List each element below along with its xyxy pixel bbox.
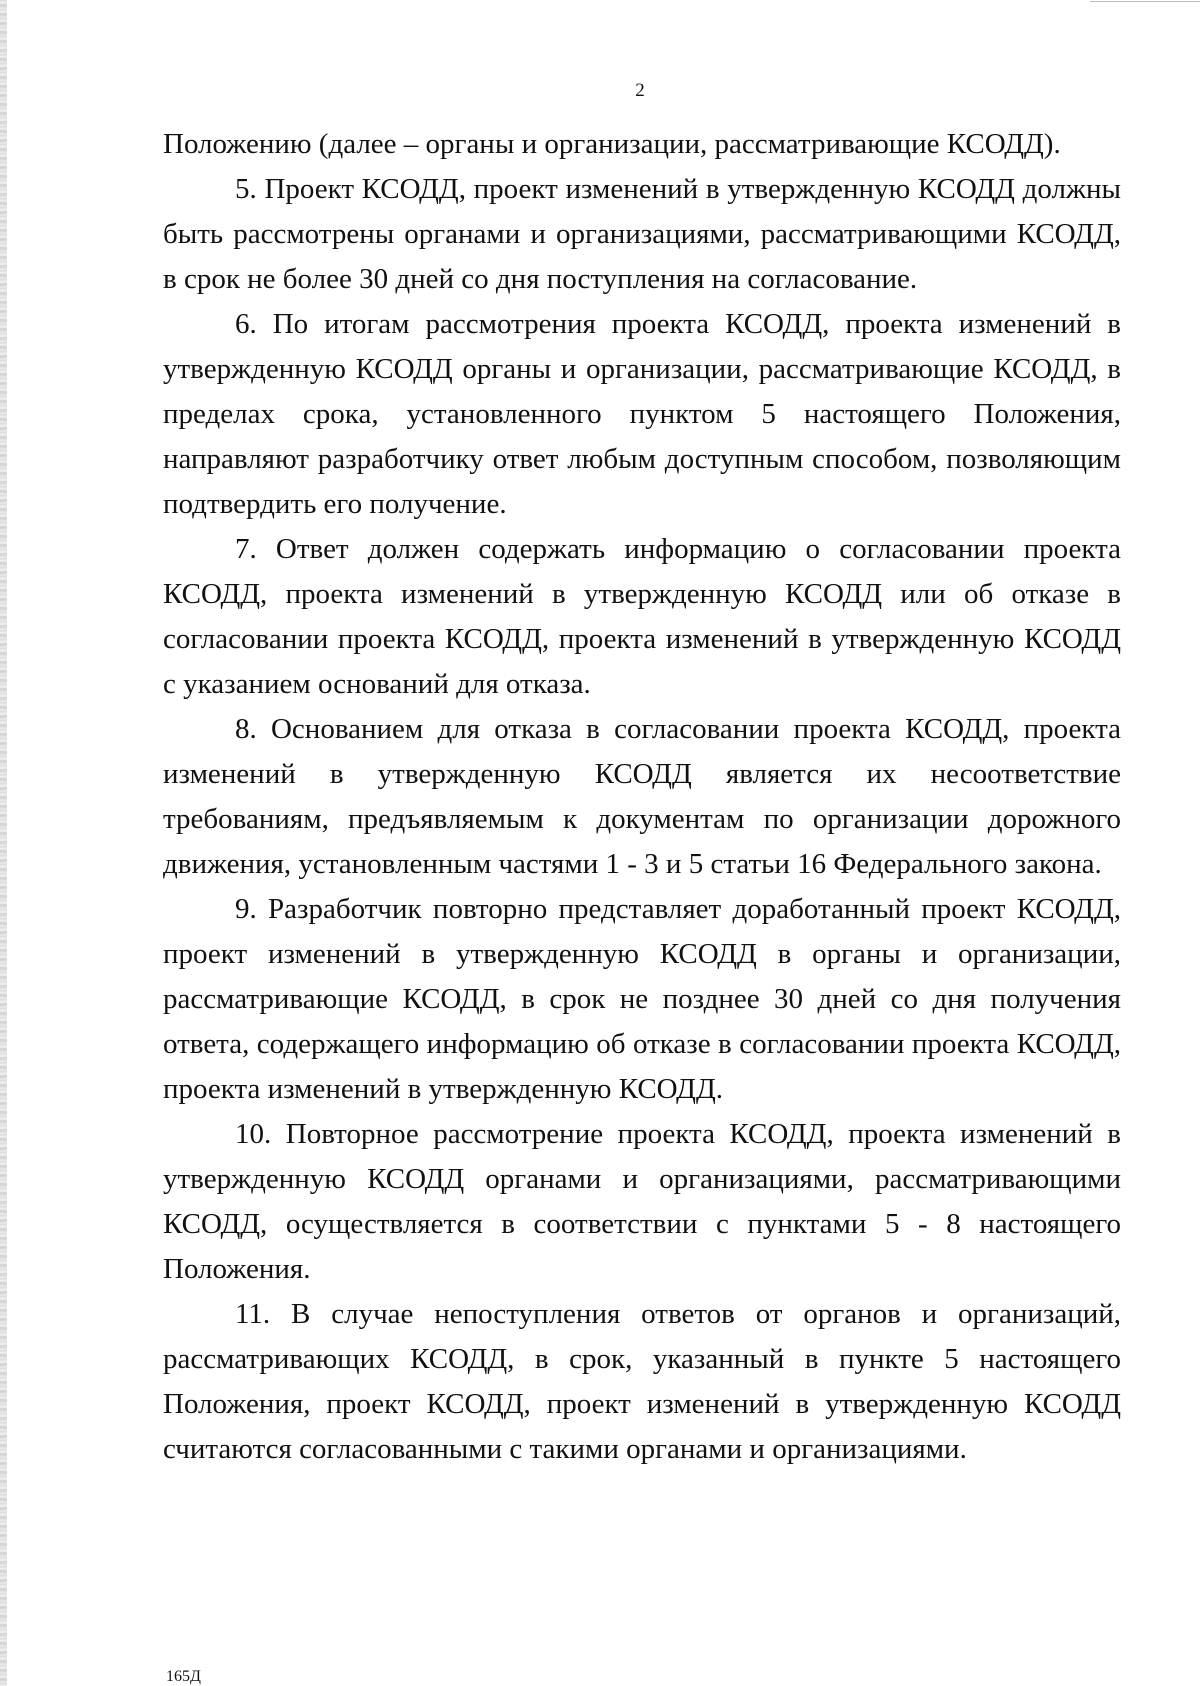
- paragraph-item-6: 6. По итогам рассмотрения проекта КСОДД, проекта изменений в утвержденную КСОДД органы и организации, рассматривающие КСОДД, в пределах срока, установленного пунктом 5 настоящего Положения, направляют разработчику ответ любым доступным способом, позволяющим подтвердить его получение.: [163, 308, 1121, 520]
- paragraph-item-5: 5. Проект КСОДД, проект изменений в утвержденную КСОДД должны быть рассмотрены органами и организациями, рассматривающими КСОДД, в срок не более 30 дней со дня поступления на согласование.: [163, 173, 1121, 295]
- paragraph-item-11: 11. В случае непоступления ответов от органов и организаций, рассматривающих КСОДД, в срок, указанный в пункте 5 настоящего Положения, проект КСОДД, проект изменений в утвержденную КСОДД считаются согласованными с такими органами и организациями.: [163, 1298, 1121, 1465]
- scan-top-rule: [1090, 1, 1200, 2]
- document-body: [163, 122, 1121, 1472]
- paragraph-item-8: 8. Основанием для отказа в согласовании проекта КСОДД, проекта изменений в утвержденную КСОДД является их несоответствие требованиям, предъявляемым к документам по организации дорожного движения, установленным частями 1 - 3 и 5 статьи 16 Федерального закона.: [163, 713, 1121, 880]
- document-code: 165Д: [166, 1668, 201, 1685]
- page-number: 2: [635, 80, 645, 101]
- paragraph-item-9: 9. Разработчик повторно представляет доработанный проект КСОДД, проект изменений в утвержденную КСОДД в органы и организации, рассматривающие КСОДД, в срок не позднее 30 дней со дня получения ответа, содержащего информацию об отказе в согласовании проекта КСОДД, проекта изменений в утвержденную КСОДД.: [163, 893, 1121, 1105]
- scan-edge: [0, 0, 7, 1686]
- paragraph-continuation: Положению (далее – органы и организации, рассматривающие КСОДД).: [163, 128, 1061, 160]
- paragraph-item-10: 10. Повторное рассмотрение проекта КСОДД, проекта изменений в утвержденную КСОДД органами и организациями, рассматривающими КСОДД, осуществляется в соответствии с пунктами 5 - 8 настоящего Положения.: [163, 1118, 1121, 1285]
- paragraph-item-7: 7. Ответ должен содержать информацию о согласовании проекта КСОДД, проекта изменений в утвержденную КСОДД или об отказе в согласовании проекта КСОДД, проекта изменений в утвержденную КСОДД с указанием оснований для отказа.: [163, 533, 1121, 700]
